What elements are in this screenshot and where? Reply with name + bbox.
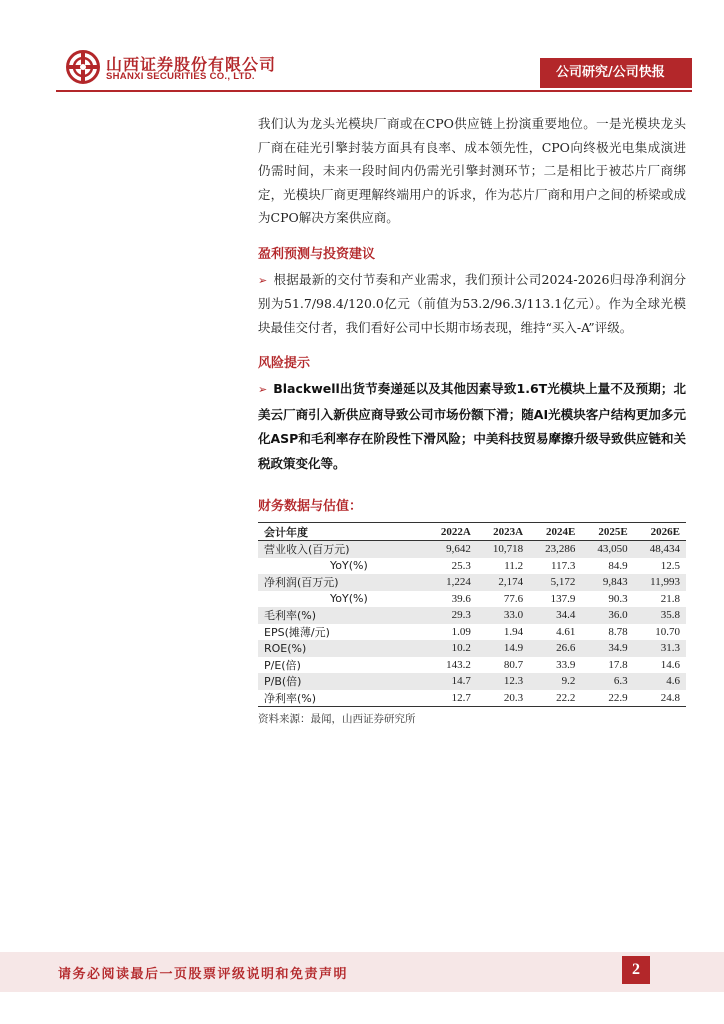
table-cell: 33.0 (477, 607, 529, 624)
table-cell: 35.8 (634, 607, 686, 624)
column-header: 2026E (634, 523, 686, 541)
column-header: 2022A (425, 523, 477, 541)
table-cell: 26.6 (529, 640, 581, 657)
table-cell: 143.2 (446, 658, 471, 671)
risk-text: Blackwell出货节奏递延以及其他因素导致1.6T光模块上量不及预期；北美云厂商引入新供应商导致公司市场份额下滑；随AI光模块客户结构更加多元化ASP和毛利率存在阶段性下滑风险；中美科技贸易摩擦升级导致供应链和关税政策变化等。 (258, 381, 686, 471)
profit-forecast-text: 根据最新的交付节奏和产业需求，我们预计公司2024-2026归母净利润分别为51.7/98.4/120.0亿元（前值为53.2/96.3/113.1亿元）。作为全球光模块最佳交付者，我们看好公司中长期市场表现，维持“买入-A”评级。 (258, 271, 686, 335)
table-cell: 20.3 (477, 690, 529, 707)
row-label: 毛利率(%) (258, 607, 425, 624)
table-cell: 34.9 (581, 640, 633, 657)
table-cell: 1,224 (425, 574, 477, 591)
table-cell: 14.7 (425, 673, 477, 690)
table-cell: 10,718 (477, 541, 529, 558)
table-cell: 12.7 (425, 690, 477, 707)
table-cell: 9.2 (529, 673, 581, 690)
table-cell: 8.78 (608, 625, 628, 638)
table-row (258, 607, 686, 624)
table-cell: 90.3 (608, 592, 628, 605)
page-header (0, 0, 724, 100)
risk-paragraph (258, 377, 686, 476)
table-cell: 2,174 (477, 574, 529, 591)
disclaimer-text: 请务必阅读最后一页股票评级说明和免责声明 (58, 967, 349, 982)
row-label: 净利润(百万元) (258, 574, 425, 591)
table-row (258, 558, 686, 575)
table-row (258, 690, 686, 707)
table-row (258, 541, 686, 558)
row-label: EPS(摊薄/元) (264, 625, 330, 639)
main-content (258, 112, 686, 726)
table-row (258, 591, 686, 608)
page-footer (0, 952, 724, 992)
table-cell: 31.3 (634, 640, 686, 657)
profit-forecast-title: 盈利预测与投资建议 (258, 246, 376, 262)
table-cell: 11,993 (634, 574, 686, 591)
table-cell: 21.8 (660, 592, 680, 605)
table-cell: 24.8 (634, 690, 686, 707)
table-cell: 12.3 (477, 673, 529, 690)
table-cell: 25.3 (451, 559, 471, 572)
header-divider (56, 90, 692, 92)
bullet-arrow-icon: ➢ (258, 273, 268, 287)
table-cell: 77.6 (503, 592, 524, 605)
table-cell: 9,642 (425, 541, 477, 558)
column-header: 2024E (529, 523, 581, 541)
table-cell: 39.6 (451, 592, 471, 605)
table-cell: 1.94 (503, 625, 524, 638)
column-header: 会计年度 (258, 523, 425, 541)
table-cell: 9,843 (581, 574, 633, 591)
table-cell: 4.61 (556, 625, 576, 638)
column-header: 2023A (477, 523, 529, 541)
row-label: 营业收入(百万元) (258, 541, 425, 558)
row-label: P/E(倍) (264, 658, 301, 672)
table-cell: 22.2 (529, 690, 581, 707)
risk-title: 风险提示 (258, 356, 311, 371)
table-cell: 10.2 (425, 640, 477, 657)
table-cell: 48,434 (634, 541, 686, 558)
table-cell: 84.9 (608, 559, 628, 572)
table-row (258, 673, 686, 690)
table-cell: 23,286 (529, 541, 581, 558)
intro-paragraph: 我们认为龙头光模块厂商或在CPO供应链上扮演重要地位。一是光模块龙头厂商在硅光引擎封装方面具有良率、成本领先性，CPO向终极光电集成演进仍需时间，未来一段时间内仍需光引擎封测环节；二是相比于被芯片厂商绑定，光模块厂商更理解终端用户的诉求，作为芯片厂商和用户之间的桥梁或成为CPO解决方案供应商。 (258, 116, 686, 225)
table-cell: 137.9 (550, 592, 576, 605)
table-cell: 22.9 (581, 690, 633, 707)
table-cell: 11.2 (504, 559, 524, 572)
row-label: YoY(%) (330, 559, 368, 573)
financials-table (258, 522, 686, 707)
table-row (258, 640, 686, 657)
financials-title: 财务数据与估值： (258, 499, 363, 514)
row-label: YoY(%) (330, 592, 368, 606)
table-cell: 14.6 (660, 658, 680, 671)
table-row (258, 574, 686, 591)
row-label: ROE(%) (258, 640, 425, 657)
bullet-arrow-icon: ➢ (258, 383, 268, 396)
table-cell: 43,050 (581, 541, 633, 558)
table-cell: 17.8 (608, 658, 628, 671)
table-source-note: 资料来源：最闻，山西证券研究所 (258, 713, 416, 725)
table-cell: 80.7 (503, 658, 524, 671)
row-label: 净利率(%) (258, 690, 425, 707)
profit-forecast-paragraph (258, 268, 686, 340)
row-label: P/B(倍) (258, 673, 425, 690)
company-name-cn: 山西证券股份有限公司 (106, 55, 277, 74)
table-cell: 10.70 (655, 625, 680, 638)
table-cell: 12.5 (660, 559, 680, 572)
table-cell: 29.3 (425, 607, 477, 624)
table-cell: 5,172 (529, 574, 581, 591)
table-cell: 1.09 (451, 625, 471, 638)
page-number: 2 (622, 956, 650, 984)
shanxi-securities-logo-icon (66, 50, 100, 84)
table-cell: 14.9 (477, 640, 529, 657)
column-header: 2025E (581, 523, 633, 541)
table-cell: 34.4 (529, 607, 581, 624)
table-cell: 4.6 (634, 673, 686, 690)
table-cell: 117.3 (551, 559, 576, 572)
table-cell: 36.0 (581, 607, 633, 624)
table-cell: 6.3 (581, 673, 633, 690)
table-cell: 33.9 (556, 658, 576, 671)
table-row (258, 657, 686, 674)
table-row (258, 624, 686, 641)
company-name-en: SHANXI SECURITIES CO., LTD. (106, 71, 255, 82)
table-header-row (258, 523, 686, 541)
report-type-badge: 公司研究/公司快报 (540, 58, 692, 88)
